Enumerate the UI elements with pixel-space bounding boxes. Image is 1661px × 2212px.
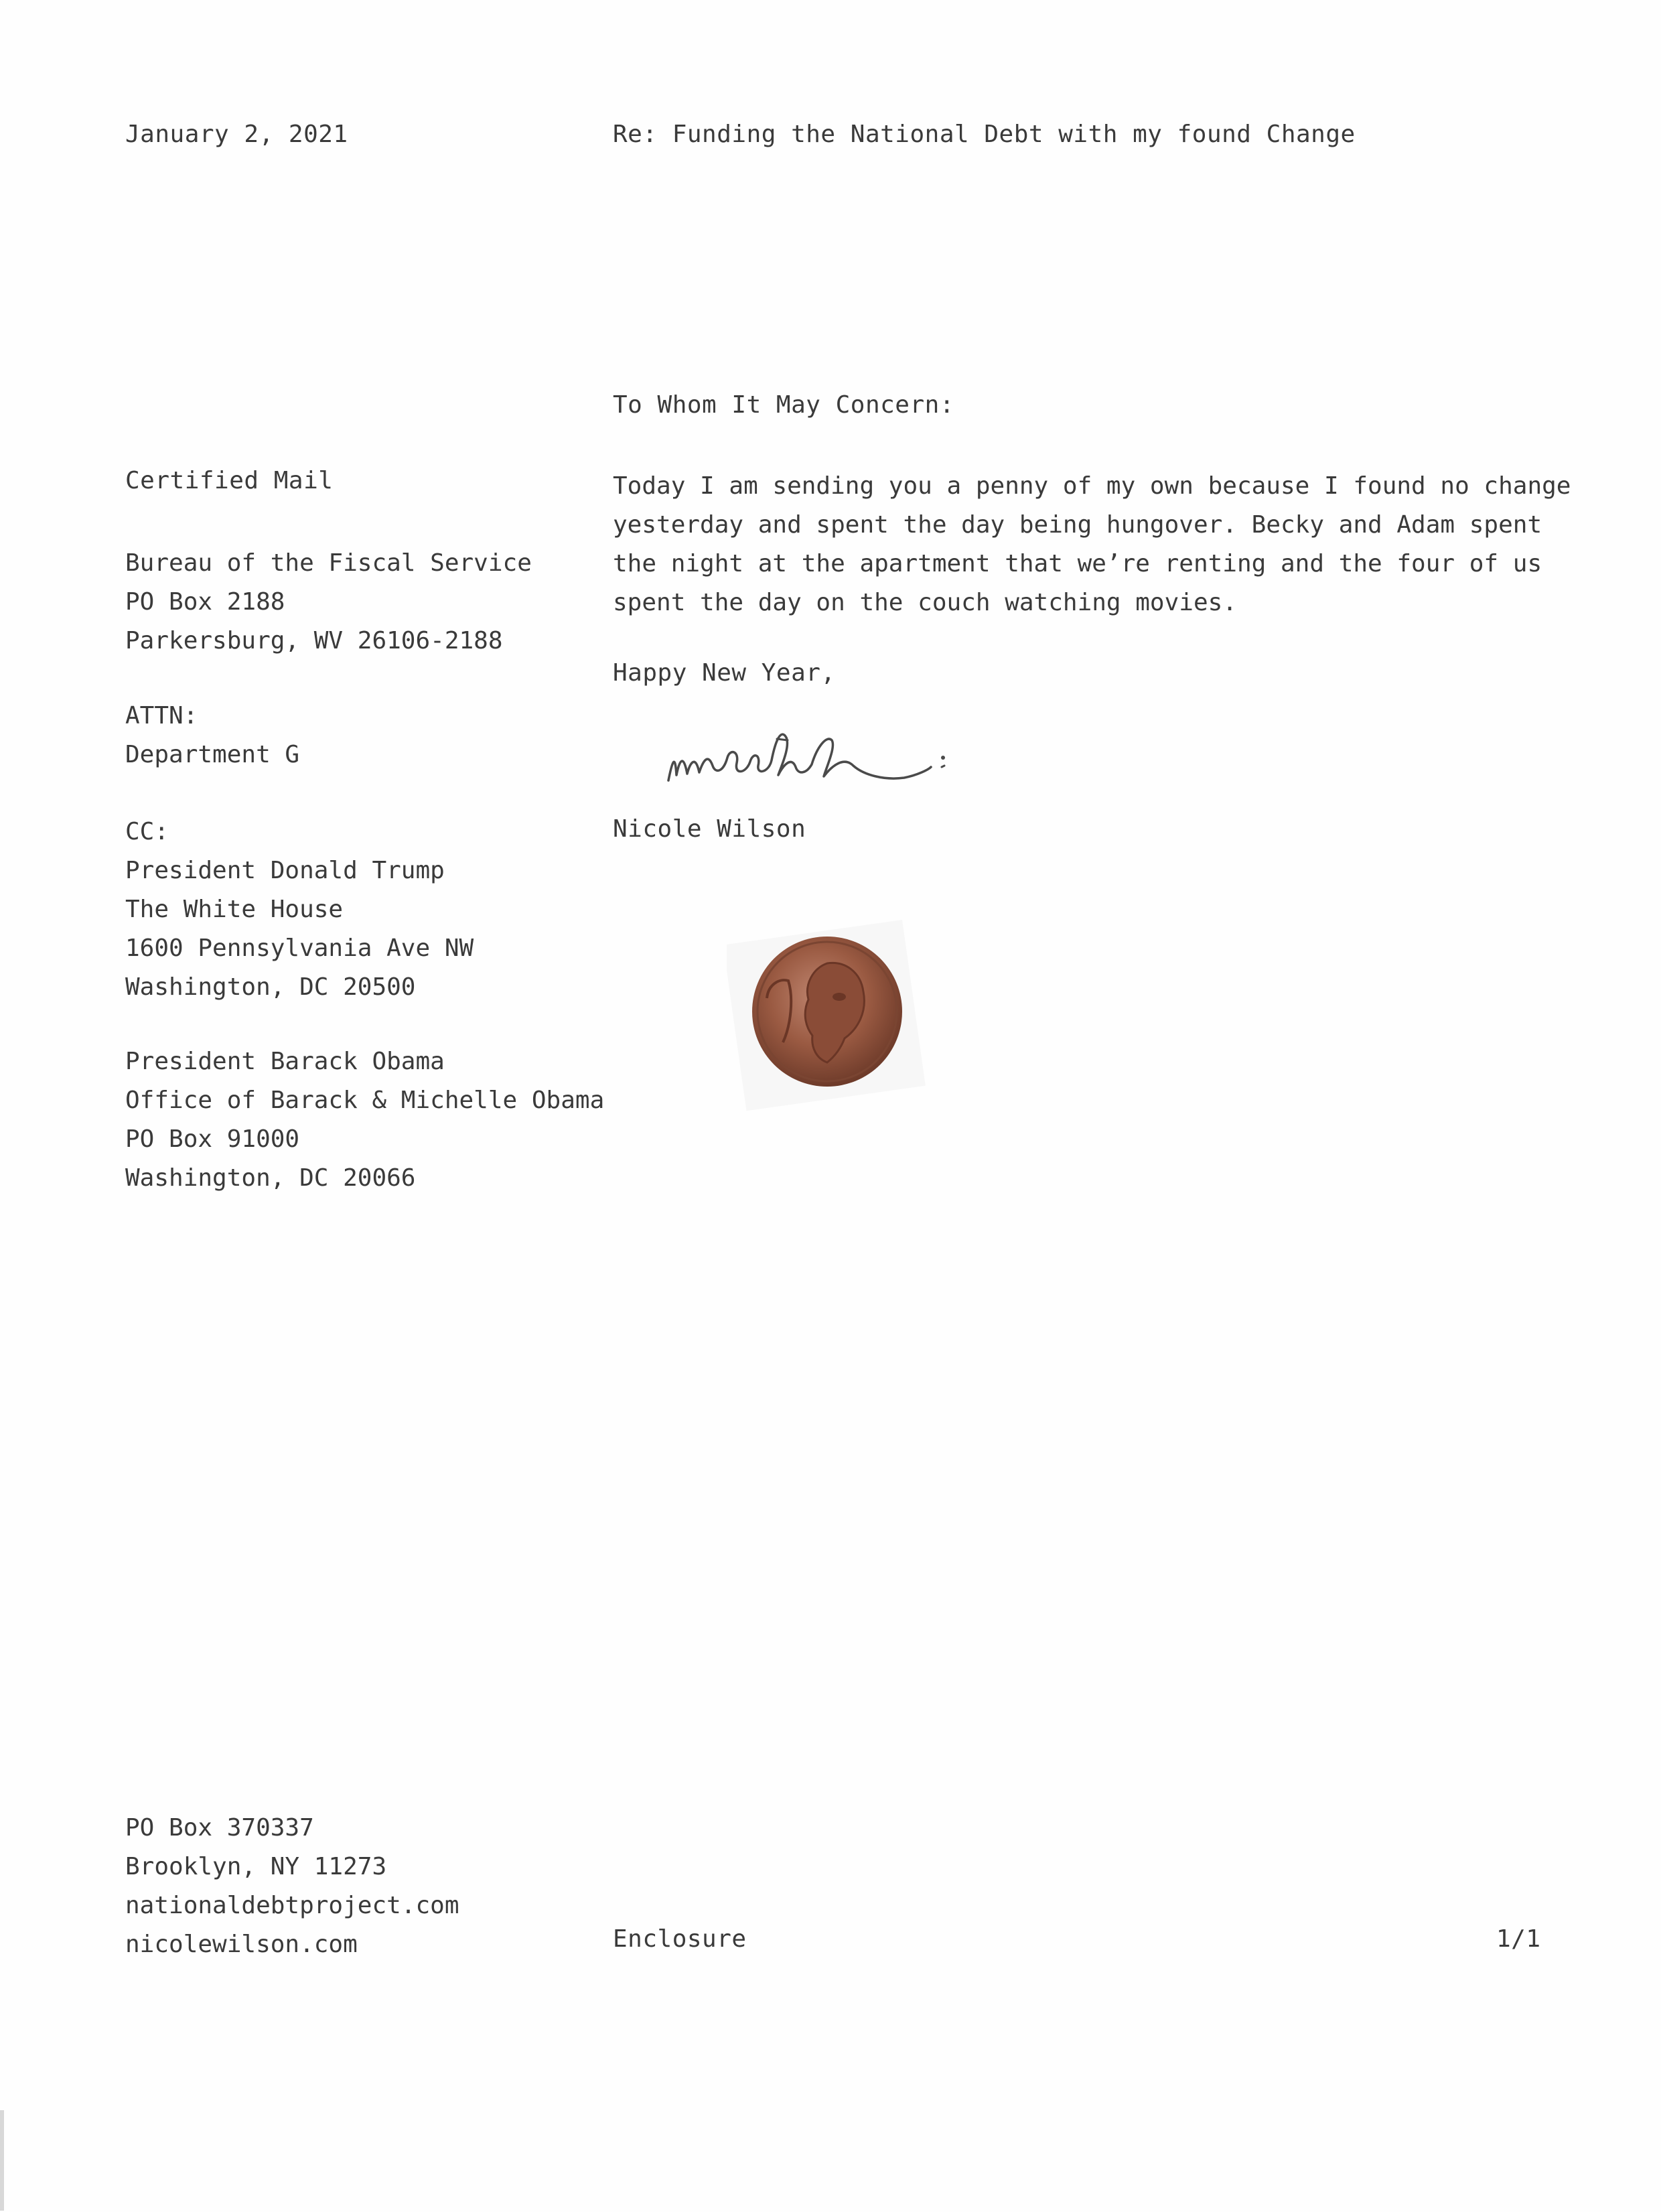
- attn-label: ATTN:: [125, 702, 198, 730]
- address-line: President Barack Obama: [125, 1048, 445, 1075]
- scan-edge: [0, 2110, 4, 2211]
- address-line: 1600 Pennsylvania Ave NW: [125, 935, 474, 962]
- closing: Happy New Year,: [613, 659, 836, 687]
- address-line: Bureau of the Fiscal Service: [125, 549, 532, 577]
- cc-label: CC:: [125, 818, 169, 845]
- address-line: Washington, DC 20500: [125, 973, 416, 1001]
- certified-mail-label: Certified Mail: [125, 467, 334, 494]
- sender-address: [125, 1809, 459, 1964]
- sender-line: Brooklyn, NY 11273: [125, 1853, 387, 1880]
- salutation: To Whom It May Concern:: [613, 391, 954, 419]
- attn-department: Department G: [125, 741, 300, 768]
- cc-obama-address: [125, 1042, 604, 1198]
- recipient-address: [125, 544, 532, 661]
- address-line: Washington, DC 20066: [125, 1164, 416, 1192]
- letter-date: January 2, 2021: [125, 121, 348, 148]
- cc-trump-address: [125, 813, 474, 1007]
- penny-icon: [727, 911, 928, 1112]
- signer-name: Nicole Wilson: [613, 815, 806, 843]
- address-line: Office of Barack & Michelle Obama: [125, 1087, 605, 1114]
- body-paragraph: [613, 467, 1571, 622]
- address-line: Parkersburg, WV 26106-2188: [125, 627, 503, 654]
- address-line: PO Box 91000: [125, 1125, 300, 1153]
- attention-line: [125, 697, 299, 774]
- body-line: the night at the apartment that we’re renting and the four of us: [613, 550, 1542, 577]
- address-line: The White House: [125, 896, 344, 923]
- handwritten-signature: [663, 700, 1025, 801]
- sender-website: nationaldebtproject.com: [125, 1892, 459, 1919]
- letter-subject: Re: Funding the National Debt with my found Change: [613, 121, 1356, 148]
- address-line: PO Box 2188: [125, 588, 285, 616]
- page-number: 1/1: [1496, 1925, 1541, 1953]
- sender-website: nicolewilson.com: [125, 1931, 358, 1958]
- body-line: yesterday and spent the day being hungover. Becky and Adam spent: [613, 511, 1542, 539]
- body-line: Today I am sending you a penny of my own because I found no change: [613, 472, 1571, 500]
- body-line: spent the day on the couch watching movies.: [613, 589, 1237, 616]
- signature-icon: [663, 700, 1025, 801]
- sender-line: PO Box 370337: [125, 1814, 314, 1842]
- enclosure-label: Enclosure: [613, 1925, 747, 1953]
- penny-enclosure: [727, 911, 928, 1112]
- address-line: President Donald Trump: [125, 857, 445, 884]
